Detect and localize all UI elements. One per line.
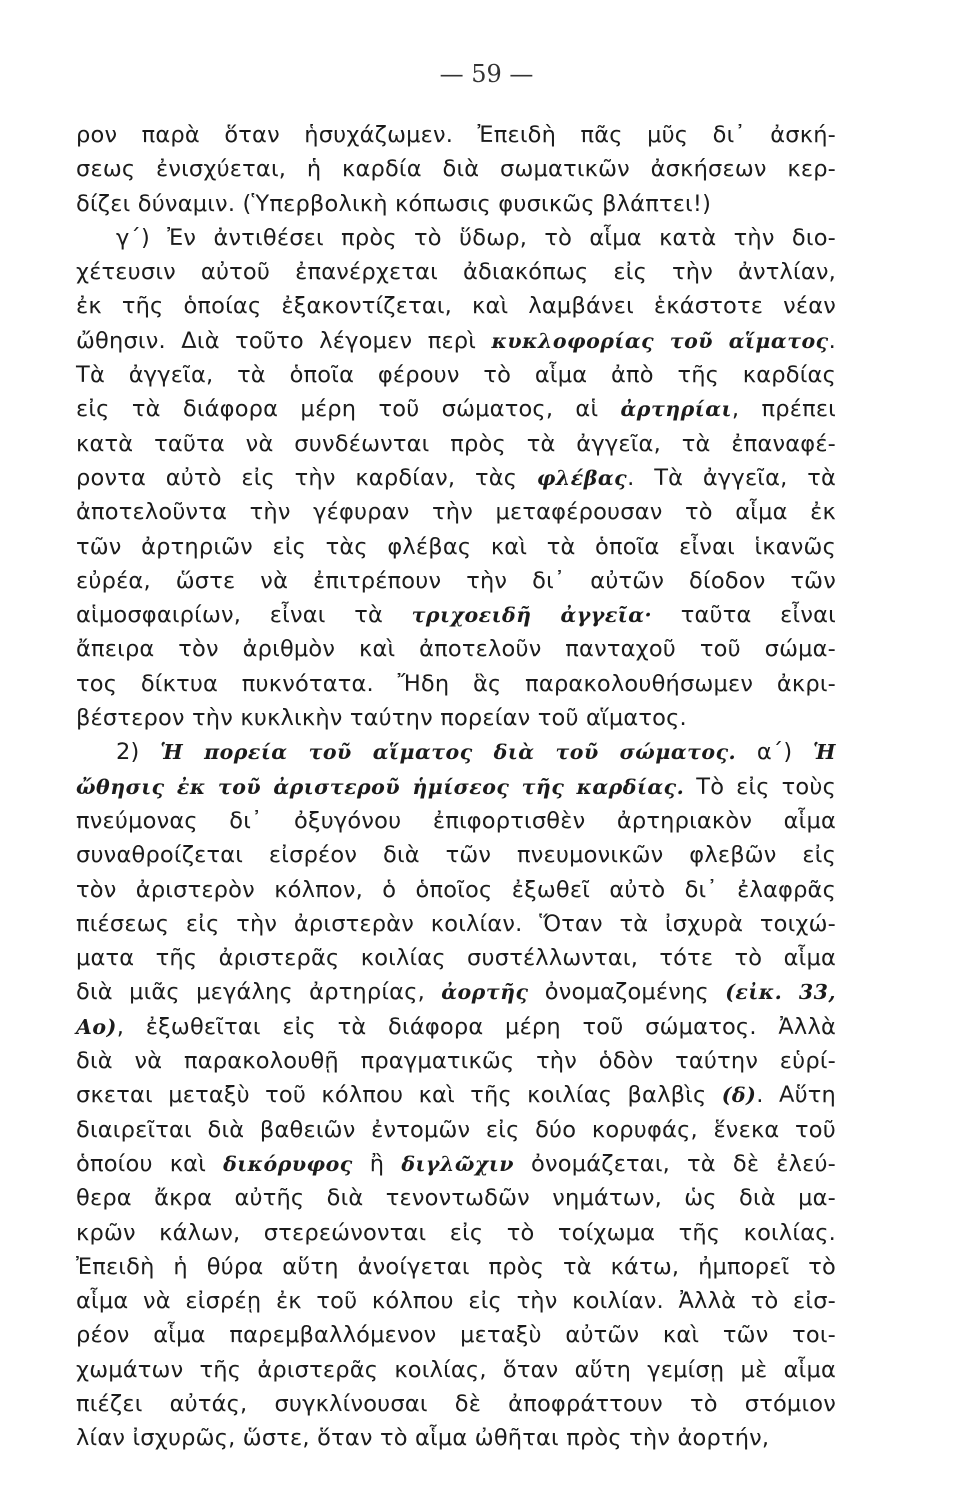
line-text: θερα ἄκρα αὐτῆς διὰ τενοντωδῶν νημάτων, ὡς διὰ μα- — [76, 1185, 836, 1212]
line-text: . Αὕτη — [756, 1082, 836, 1109]
text-line — [76, 1147, 836, 1181]
body-text — [76, 118, 836, 1456]
line-text: εἰς τὰ διάφορα μέρη τοῦ σώματος, αἱ — [76, 396, 621, 423]
bold-term: Αο) — [76, 1014, 117, 1039]
line-text: κατὰ ταῦτα νὰ συνδέωνται πρὸς τὰ ἀγγεῖα, τὰ ἐπαναφέ- — [76, 430, 836, 457]
text-line — [76, 598, 836, 632]
bold-term: τριχοειδῆ ἀγγεῖα· — [411, 603, 653, 628]
text-line — [76, 907, 836, 941]
line-text: ὀνομαζομένης — [528, 979, 726, 1006]
page-number: — 59 — — [439, 60, 534, 88]
line-text: Ἐπειδὴ ἡ θύρα αὕτη ἀνοίγεται πρὸς τὰ κάτω, ἠμπορεῖ τὸ — [76, 1253, 836, 1280]
line-text: ὁποίου καὶ — [76, 1150, 224, 1177]
text-line — [76, 392, 836, 426]
text-line — [76, 1353, 836, 1387]
line-text: τὸν ἀριστερὸν κόλπον, ὁ ὁποῖος ἐξωθεῖ αὐτὸ δι᾽ ἐλαφρᾶς — [76, 876, 836, 903]
text-line — [76, 427, 836, 461]
text-line — [76, 1181, 836, 1215]
line-text: διὰ νὰ παρακολουθῇ πραγματικῶς τὴν ὁδὸν ταύτην εὑρί- — [76, 1048, 836, 1075]
line-text: , ἐξωθεῖται εἰς τὰ διάφορα μέρη τοῦ σώματος. Ἀλλὰ — [116, 1013, 836, 1040]
text-line — [76, 735, 836, 769]
text-line — [76, 975, 836, 1009]
line-text: τος δίκτυα πυκνότατα. Ἤδη ἃς παρακολουθήσωμεν ἀκρι- — [76, 670, 836, 697]
line-text: ματα τῆς ἀριστερᾶς κοιλίας συστέλλωνται, τότε τὸ αἷμα — [76, 945, 836, 972]
text-line — [76, 564, 836, 598]
text-line — [76, 667, 836, 701]
line-text: Τὰ ἀγγεῖα, τὰ ὁποῖα φέρουν τὸ αἷμα ἀπὸ τῆς καρδίας — [76, 362, 836, 389]
line-text: δίζει δύναμιν. (Ὑπερβολικὴ κόπωσις φυσικῶς βλάπτει!) — [76, 190, 712, 217]
text-line — [76, 1318, 836, 1352]
text-line — [76, 1387, 836, 1421]
text-line — [76, 1078, 836, 1112]
line-text: διαιρεῖται διὰ βαθειῶν ἐντομῶν εἰς δύο κορυφάς, ἕνεκα τοῦ — [76, 1116, 836, 1143]
text-line — [76, 289, 836, 323]
line-text: τῶν ἀρτηριῶν εἰς τὰς φλέβας καὶ τὰ ὁποῖα εἶναι ἱκανῶς — [76, 533, 836, 560]
line-text: ἢ — [352, 1150, 402, 1177]
line-text: βέστερον τὴν κυκλικὴν ταύτην πορείαν τοῦ αἵματος. — [76, 705, 687, 732]
bold-term: ἀρτηρίαι — [620, 397, 732, 422]
line-text: πιέζει αὐτάς, συγκλίνουσαι δὲ ἀποφράττουν τὸ στόμιον — [76, 1390, 836, 1417]
bold-term: Ἡ πορεία τοῦ αἵματος διὰ τοῦ σώματος. — [160, 740, 737, 765]
line-text: πνεύμονας δι᾽ ὀξυγόνου ἐπιφορτισθὲν ἀρτηριακὸν αἷμα — [76, 807, 836, 834]
text-line — [76, 1250, 836, 1284]
line-text: αἱμοσφαιρίων, εἶναι τὰ — [76, 602, 412, 629]
bold-term: ἀορτῆς — [441, 980, 529, 1005]
text-line — [76, 1284, 836, 1318]
line-text: χέτευσιν αὐτοῦ ἐπανέρχεται ἀδιακόπως εἰς τὴν ἀντλίαν, — [76, 259, 836, 286]
line-text: ροντα αὐτὸ εἰς τὴν καρδίαν, τὰς — [76, 464, 537, 491]
line-text: χωμάτων τῆς ἀριστερᾶς κοιλίας, ὅταν αὕτη γεμίσῃ μὲ αἷμα — [76, 1356, 836, 1383]
text-line — [76, 632, 836, 666]
text-line — [76, 530, 836, 564]
text-line — [76, 1044, 836, 1078]
line-text: 2) — [116, 739, 161, 766]
text-line — [76, 152, 836, 186]
bold-term: διγλῶχιν — [401, 1151, 514, 1176]
line-text: σκεται μεταξὺ τοῦ κόλπου καὶ τῆς κοιλίας βαλβὶς — [76, 1082, 722, 1109]
bold-term: δικόρυφος — [223, 1151, 353, 1176]
text-line — [76, 187, 836, 221]
line-text: γ´) Ἐν ἀντιθέσει πρὸς τὸ ὕδωρ, τὸ αἷμα κατὰ τὴν διο- — [116, 224, 836, 251]
line-text: λίαν ἰσχυρῶς, ὥστε, ὅταν τὸ αἷμα ὠθῆται πρὸς τὴν ἀορτήν, — [76, 1425, 770, 1452]
text-line — [76, 838, 836, 872]
text-line — [76, 358, 836, 392]
text-line — [76, 804, 836, 838]
line-text: σεως ἐνισχύεται, ἡ καρδία διὰ σωματικῶν ἀσκήσεων κερ- — [76, 156, 836, 183]
text-line — [76, 1216, 836, 1250]
line-text: ἐκ τῆς ὁποίας ἐξακοντίζεται, καὶ λαμβάνει ἑκάστοτε νέαν — [76, 293, 836, 320]
line-text: διὰ μιᾶς μεγάλης ἀρτηρίας, — [76, 979, 442, 1006]
text-line — [76, 495, 836, 529]
line-text: εὐρέα, ὥστε νὰ ἐπιτρέπουν τὴν δι᾽ αὐτῶν δίοδον τῶν — [76, 567, 836, 594]
text-line — [76, 1010, 836, 1044]
bold-term: (δ) — [721, 1083, 757, 1108]
line-text: Τὸ εἰς τοὺς — [684, 773, 837, 800]
line-text: πιέσεως εἰς τὴν ἀριστερὰν κοιλίαν. Ὅταν τὰ ἰσχυρὰ τοιχώ- — [76, 910, 836, 937]
line-text: ταῦτα εἶναι — [652, 602, 836, 629]
bold-term: κυκλοφορίας τοῦ αἵματος — [491, 328, 829, 353]
line-text: ἄπειρα τὸν ἀριθμὸν καὶ ἀποτελοῦν πανταχοῦ τοῦ σώμα- — [76, 636, 836, 663]
line-text: κρῶν κάλων, στερεώνονται εἰς τὸ τοίχωμα τῆς κοιλίας. — [76, 1219, 836, 1246]
line-text: , πρέπει — [731, 396, 836, 423]
text-line — [76, 873, 836, 907]
text-line — [76, 1421, 836, 1455]
text-line — [76, 255, 836, 289]
line-text: . Τὰ ἀγγεῖα, τὰ — [627, 464, 836, 491]
text-line — [76, 770, 836, 804]
line-text: ρον παρὰ ὅταν ἡσυχάζωμεν. Ἐπειδὴ πᾶς μῦς δι᾽ ἀσκή- — [76, 122, 836, 148]
bold-term: φλέβας — [536, 465, 628, 490]
line-text: ὀνομάζεται, τὰ δὲ ἐλεύ- — [513, 1150, 836, 1177]
text-line — [76, 461, 836, 495]
line-text: α´) — [736, 739, 814, 766]
bold-term: Ἡ — [813, 740, 836, 765]
text-line — [76, 701, 836, 735]
bold-term: (εἰκ. 33, — [725, 980, 836, 1005]
line-text: ρέον αἷμα παρεμβαλλόμενον μεταξὺ αὐτῶν καὶ τῶν τοι- — [76, 1322, 836, 1349]
text-line — [76, 941, 836, 975]
bold-term: ὤθησις ἐκ τοῦ ἀριστεροῦ ἡμίσεος τῆς καρδίας. — [76, 774, 685, 799]
line-text: ἀποτελοῦντα τὴν γέφυραν τὴν μεταφέρουσαν τὸ αἷμα ἐκ — [76, 499, 836, 526]
line-text: ὤθησιν. Διὰ τοῦτο λέγομεν περὶ — [76, 327, 492, 354]
line-text: αἷμα νὰ εἰσρέῃ ἐκ τοῦ κόλπου εἰς τὴν κοιλίαν. Ἀλλὰ τὸ εἰσ- — [76, 1288, 836, 1315]
text-line — [76, 221, 836, 255]
text-line — [76, 118, 836, 152]
text-line — [76, 324, 836, 358]
line-text: . — [828, 327, 836, 354]
text-line — [76, 1113, 836, 1147]
line-text: συναθροίζεται εἰσρέον διὰ τῶν πνευμονικῶν φλεβῶν εἰς — [76, 842, 836, 869]
